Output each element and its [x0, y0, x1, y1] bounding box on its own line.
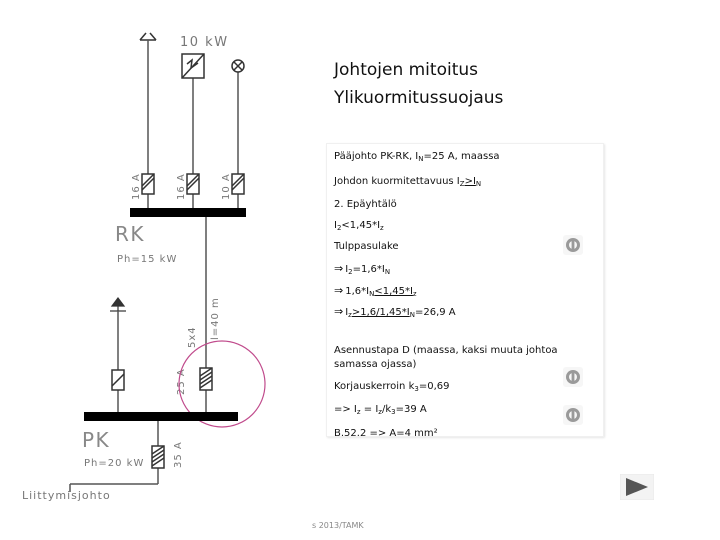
info-icon[interactable] [563, 405, 583, 425]
note-line-11: => $I_z = I_z/k_3=39$ A [334, 404, 427, 416]
slide-title: Johtojen mitoitus [334, 60, 478, 80]
fuse-rk-mid-label: 16 A [176, 173, 187, 200]
note-line-12: B.52.2 => A=4 mm² [334, 428, 438, 439]
pk-busbar [84, 412, 238, 421]
fuse-pk-out [200, 368, 212, 390]
note-line-5: Tulppasulake [334, 241, 399, 252]
note-line-7: ⇒ $1,6*I_N<1,45*I_z$ [334, 284, 417, 298]
fuse-rk-left-label: 16 A [131, 173, 142, 200]
implies-arrow-icon: ⇒ [334, 262, 344, 275]
rk-power-label: Ph=15 kW [117, 254, 178, 265]
converter-symbol [182, 54, 204, 78]
footer-credit: s 2013/TAMK [312, 521, 364, 530]
implies-arrow-icon: ⇒ [334, 305, 344, 318]
info-icon[interactable] [563, 235, 583, 255]
fuse-pk-left [112, 370, 124, 390]
outlet-symbol [110, 298, 126, 311]
fuse-pk-in [152, 446, 164, 468]
info-icon[interactable] [563, 367, 583, 387]
cable-length-label: l=40 m [210, 297, 221, 340]
note-line-4: $I_2<1,45*I_z$ [334, 220, 384, 232]
note-line-8: ⇒ $I_z>1,6/1,45*I_N=26,9$ A [334, 305, 456, 319]
rk-label: RK [115, 222, 146, 246]
fuse-rk-right-label: 10 A [221, 173, 232, 200]
note-line-9: Asennustapa D (maassa, kaksi muuta johtoa samassa ojassa) [334, 345, 558, 370]
supply-label: Liittymisjohto [22, 489, 111, 502]
note-line-1: Pääjohto PK-RK, $I_N=25$ A, maassa [334, 151, 500, 163]
rk-busbar [130, 208, 246, 217]
next-slide-button[interactable] [620, 474, 654, 500]
note-line-10: Korjauskerroin $k_3=0,69$ [334, 381, 450, 393]
fuse-pk-in-label: 35 A [173, 441, 184, 468]
pk-label: PK [82, 428, 111, 452]
cable-type-label: 5x4 [187, 326, 198, 348]
note-line-2: Johdon kuormitettavuus $I_Z>I_N$ [334, 176, 482, 188]
fuse-rk-mid [187, 174, 199, 194]
fuse-rk-right [232, 174, 244, 194]
implies-arrow-icon: ⇒ [334, 284, 344, 297]
note-line-3: 2. Epäyhtälö [334, 199, 397, 210]
load-top-label: 10 kW [180, 35, 229, 50]
fuse-pk-out-label: 25 A [176, 368, 187, 395]
fuse-rk-left [142, 174, 154, 194]
lamp-symbol [140, 33, 156, 40]
slide-subtitle: Ylikuormitussuojaus [334, 88, 504, 108]
lamp-circle-symbol [232, 60, 244, 72]
note-line-6: ⇒ $I_2=1,6*I_N$ [334, 262, 391, 276]
pk-power-label: Ph=20 kW [84, 458, 145, 469]
